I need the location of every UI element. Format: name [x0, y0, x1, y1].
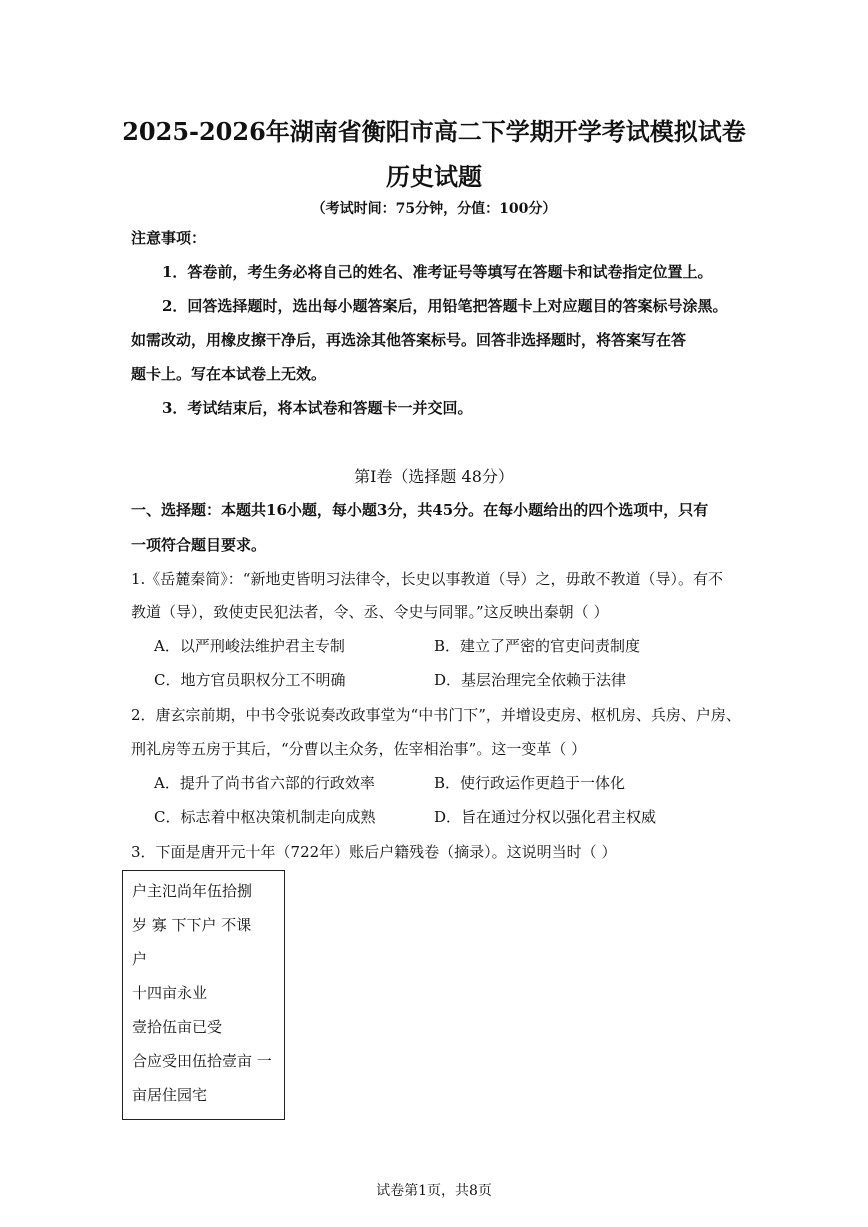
q1-option-c: C．地方官员职权分工不明确	[154, 671, 346, 689]
q1-option-d: D．基层治理完全依赖于法律	[434, 671, 627, 689]
record-line: 户主氾尚年伍拾捌	[132, 882, 253, 900]
exam-info: （考试时间：75分钟，分值：100分）	[311, 201, 557, 217]
q1-option-a: A．以严刑峻法维护君主专制	[154, 637, 345, 655]
record-line: 十四亩永业	[132, 984, 208, 1002]
exam-title: 2025-2026年湖南省衡阳市高二下学期开学考试模拟试卷	[122, 117, 746, 146]
q2-option-b: B．使行政运作更趋于一体化	[434, 774, 626, 792]
record-line: 亩居住园宅	[132, 1086, 208, 1104]
subject-title: 历史试题	[386, 162, 482, 191]
q1-stem-line-2: 教道（导），致使吏民犯法者，令、丞、令史与同罪。”这反映出秦朝（ ）	[131, 603, 609, 621]
page-footer: 试卷第1页，共8页	[376, 1183, 492, 1199]
q2-option-d: D．旨在通过分权以强化君主权威	[434, 808, 657, 826]
record-line: 壹拾伍亩已受	[132, 1018, 223, 1036]
q2-option-a: A．提升了尚书省六部的行政效率	[154, 774, 375, 792]
notice-item-2-line-1: 2．回答选择题时，选出每小题答案后，用铅笔把答题卡上对应题目的答案标号涂黑。	[162, 297, 728, 315]
record-line: 岁 寡 下下户 不课	[132, 916, 252, 934]
q2-stem-line-1: 2．唐玄宗前期，中书令张说奏改政事堂为“中书门下”，并增设吏房、枢机房、兵房、户房、	[131, 706, 741, 724]
record-line: 合应受田伍拾壹亩 一	[132, 1052, 272, 1070]
notice-item-2-line-3: 题卡上。写在本试卷上无效。	[131, 365, 327, 383]
notice-item-2-line-2: 如需改动，用橡皮擦干净后，再选涂其他答案标号。回答非选择题时，将答案写在答	[131, 331, 687, 349]
household-register-record-box	[122, 870, 285, 1120]
q2-option-c: C．标志着中枢决策机制走向成熟	[154, 808, 376, 826]
section-title: 第Ⅰ卷（选择题 48分）	[354, 467, 514, 486]
notice-item-3: 3．考试结束后，将本试卷和答题卡一并交回。	[162, 399, 473, 417]
section-instructions-line-2: 一项符合题目要求。	[131, 536, 267, 554]
q1-stem-line-1: 1.《岳麓秦简》：“新地吏皆明习法律令，长史以事教道（导）之，毋敢不教道（导）。有不	[131, 570, 723, 588]
notice-heading: 注意事项：	[131, 229, 207, 247]
notice-item-1: 1．答卷前，考生务必将自己的姓名、准考证号等填写在答题卡和试卷指定位置上。	[162, 263, 713, 281]
q1-option-b: B．建立了严密的官吏问责制度	[434, 637, 641, 655]
q2-stem-line-2: 刑礼房等五房于其后，“分曹以主众务，佐宰相治事”。这一变革（ ）	[131, 740, 587, 758]
record-line: 户	[132, 950, 148, 968]
section-instructions-line-1: 一、选择题：本题共16小题，每小题3分，共45分。在每小题给出的四个选项中，只有	[131, 501, 709, 519]
q3-stem: 3．下面是唐开元十年（722年）账后户籍残卷（摘录）。这说明当时（ ）	[131, 843, 617, 861]
